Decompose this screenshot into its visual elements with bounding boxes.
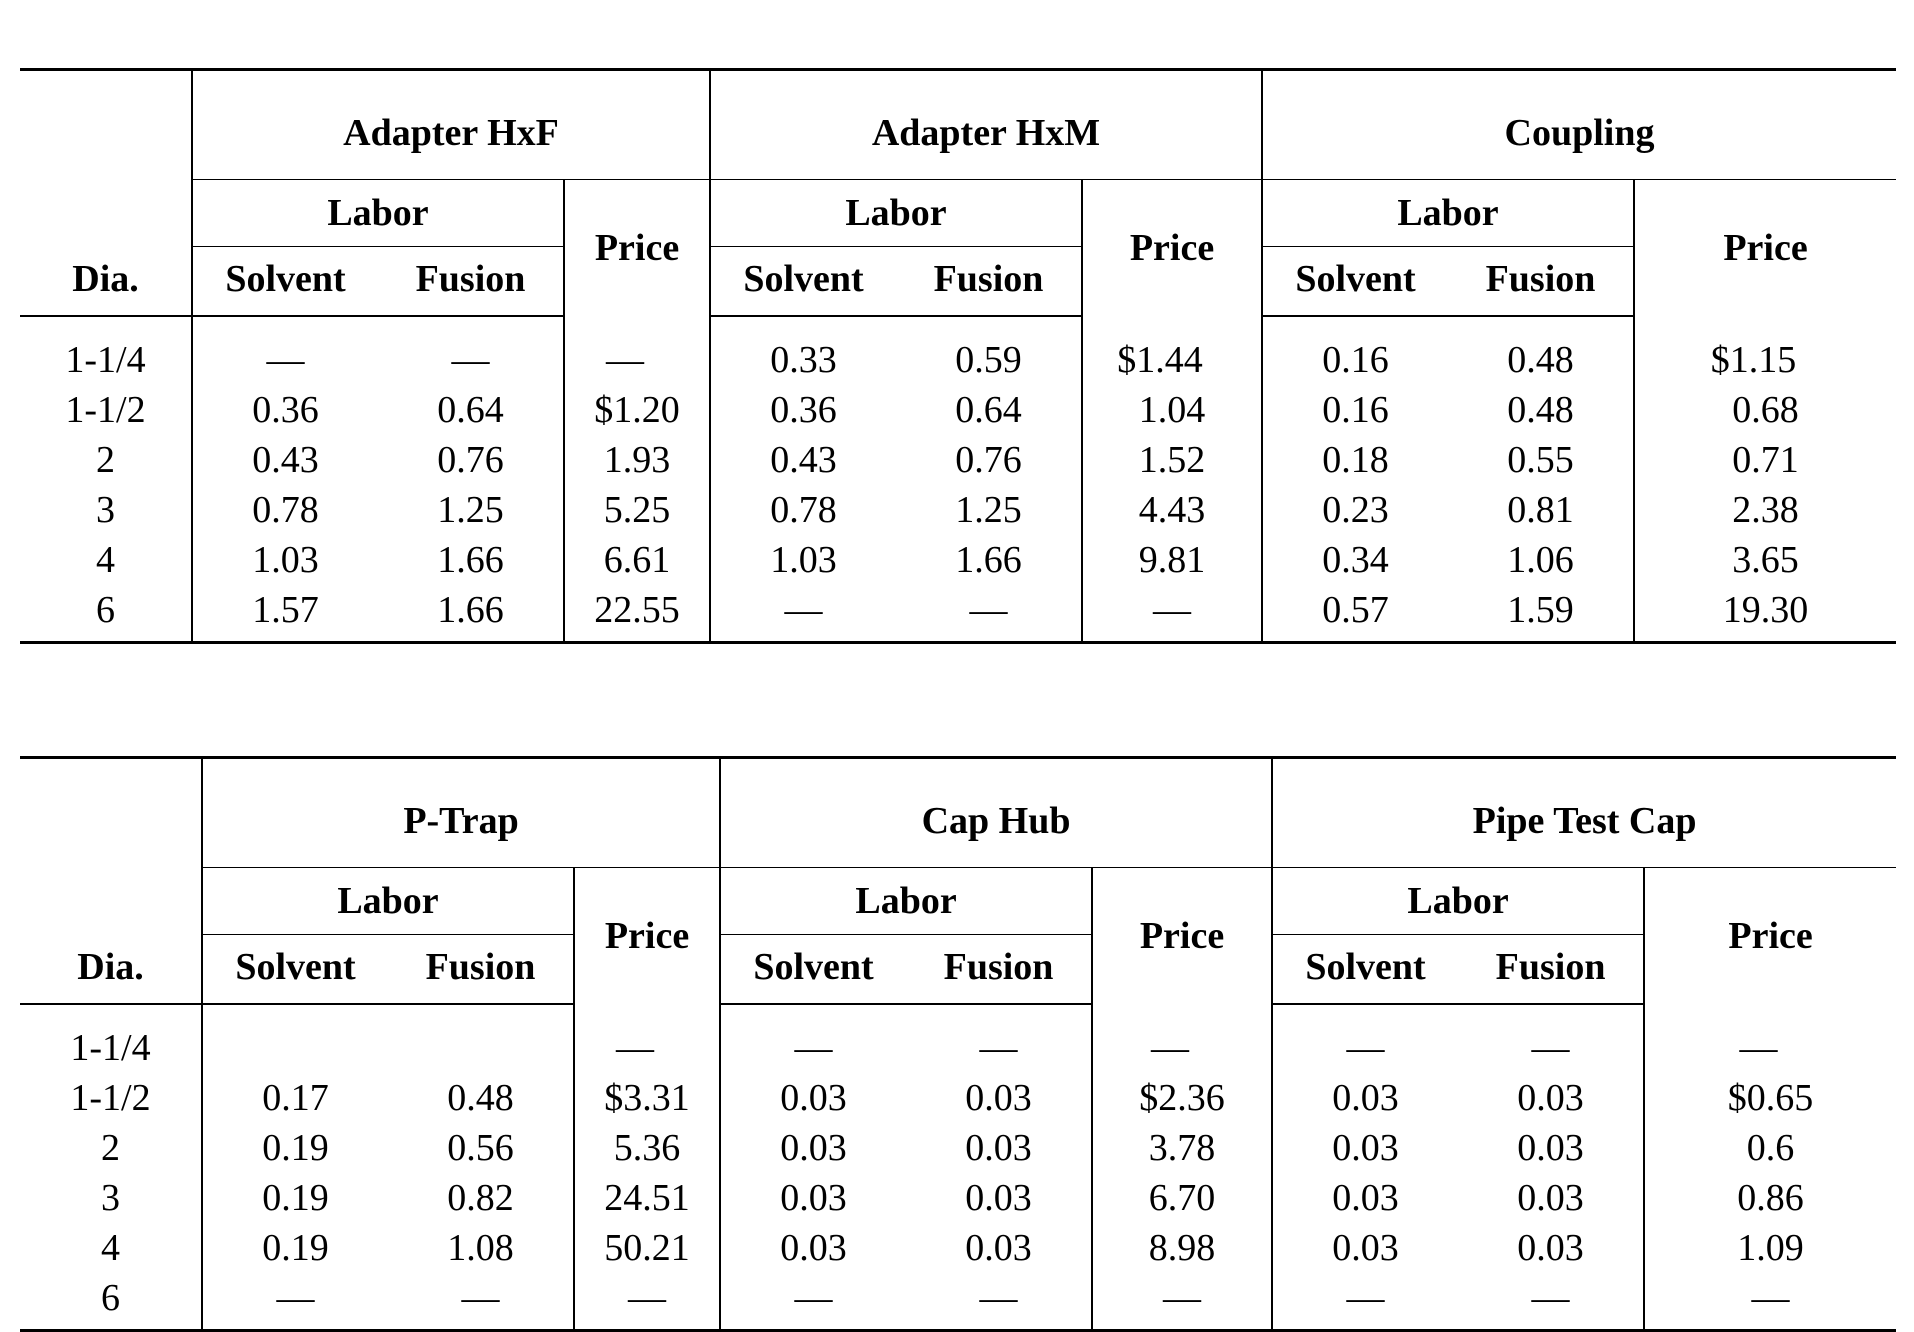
dia-cell: 2 bbox=[101, 1127, 120, 1169]
solvent-cell: 0.19 bbox=[202, 1173, 388, 1223]
fusion-cell: 0.03 bbox=[965, 1127, 1032, 1169]
price-cell: — bbox=[1644, 1004, 1896, 1073]
solvent-cell: 0.16 bbox=[1262, 385, 1448, 435]
price-header: Price bbox=[1634, 180, 1896, 317]
table-row bbox=[20, 385, 1896, 435]
solvent-cell: 0.03 bbox=[1272, 1173, 1458, 1223]
fusion-cell: 0.64 bbox=[955, 389, 1022, 431]
price-cell: 5.25 bbox=[564, 485, 710, 535]
price-cell: 50.21 bbox=[574, 1223, 720, 1273]
fusion-cell: 0.03 bbox=[1517, 1227, 1584, 1269]
group-header: Cap Hub bbox=[720, 758, 1272, 868]
solvent-header: Solvent bbox=[202, 935, 388, 1005]
fusion-cell: — bbox=[979, 1027, 1018, 1069]
fusion-cell: 0.03 bbox=[1517, 1177, 1584, 1219]
solvent-cell: — bbox=[192, 316, 378, 385]
fusion-cell: — bbox=[979, 1277, 1018, 1319]
fusion-cell: 0.48 bbox=[1507, 389, 1574, 431]
fusion-cell: — bbox=[451, 339, 490, 381]
solvent-cell: 0.43 bbox=[192, 435, 378, 485]
fusion-cell: 0.55 bbox=[1507, 439, 1574, 481]
price-cell: — bbox=[1092, 1004, 1272, 1073]
group-header: P-Trap bbox=[202, 758, 720, 868]
fusion-cell bbox=[388, 1004, 574, 1073]
labor-header: Labor bbox=[1272, 868, 1644, 935]
empty-corner bbox=[20, 868, 202, 935]
solvent-header: Solvent bbox=[710, 247, 896, 317]
price-cell: 0.86 bbox=[1644, 1173, 1896, 1223]
price-header: Price bbox=[1092, 868, 1272, 1005]
dia-cell: 1-1/2 bbox=[70, 1077, 151, 1119]
fusion-cell: 0.03 bbox=[965, 1177, 1032, 1219]
price-cell: 2.38 bbox=[1634, 485, 1896, 535]
fusion-cell: 0.81 bbox=[1507, 489, 1574, 531]
fusion-header: Fusion bbox=[388, 935, 574, 1005]
fittings-table-1 bbox=[20, 68, 1896, 644]
price-cell: — bbox=[1092, 1273, 1272, 1331]
solvent-cell: 0.17 bbox=[202, 1073, 388, 1123]
price-cell: $1.20 bbox=[564, 385, 710, 435]
group-header: Coupling bbox=[1262, 70, 1896, 180]
group-header: Adapter HxM bbox=[710, 70, 1262, 180]
price-cell: 6.70 bbox=[1092, 1173, 1272, 1223]
labor-header: Labor bbox=[202, 868, 574, 935]
fusion-cell: 0.59 bbox=[955, 339, 1022, 381]
price-table bbox=[20, 756, 1896, 1332]
table-row bbox=[20, 1073, 1896, 1123]
group-header: Adapter HxF bbox=[192, 70, 710, 180]
solvent-cell: — bbox=[1272, 1004, 1458, 1073]
table-row bbox=[20, 316, 1896, 385]
price-cell: — bbox=[1644, 1273, 1896, 1331]
price-cell: 1.93 bbox=[564, 435, 710, 485]
price-cell: 22.55 bbox=[564, 585, 710, 643]
price-cell: 0.6 bbox=[1644, 1123, 1896, 1173]
fusion-cell: 0.03 bbox=[965, 1227, 1032, 1269]
solvent-cell: 1.03 bbox=[710, 535, 896, 585]
fusion-cell: 0.76 bbox=[955, 439, 1022, 481]
fusion-cell: 0.64 bbox=[437, 389, 504, 431]
price-cell: 8.98 bbox=[1092, 1223, 1272, 1273]
price-cell: 0.71 bbox=[1634, 435, 1896, 485]
price-cell: 0.68 bbox=[1634, 385, 1896, 435]
solvent-cell: — bbox=[720, 1273, 906, 1331]
solvent-cell: — bbox=[710, 585, 896, 643]
solvent-cell: 1.03 bbox=[192, 535, 378, 585]
dia-cell: 4 bbox=[101, 1227, 120, 1269]
solvent-cell: 0.36 bbox=[710, 385, 896, 435]
price-header: Price bbox=[574, 868, 720, 1005]
dia-cell: 4 bbox=[96, 539, 115, 581]
solvent-cell: — bbox=[1272, 1273, 1458, 1331]
fusion-header: Fusion bbox=[906, 935, 1092, 1005]
solvent-cell: 0.78 bbox=[710, 485, 896, 535]
price-cell: 3.65 bbox=[1634, 535, 1896, 585]
table-row bbox=[20, 1173, 1896, 1223]
price-table bbox=[20, 68, 1896, 644]
price-cell: — bbox=[574, 1004, 720, 1073]
fusion-header: Fusion bbox=[1458, 935, 1644, 1005]
fusion-cell: 0.82 bbox=[447, 1177, 514, 1219]
solvent-cell: — bbox=[202, 1273, 388, 1331]
table-row bbox=[20, 1123, 1896, 1173]
labor-header: Labor bbox=[720, 868, 1092, 935]
solvent-header: Solvent bbox=[720, 935, 906, 1005]
solvent-cell: 0.03 bbox=[1272, 1073, 1458, 1123]
fusion-cell: 0.56 bbox=[447, 1127, 514, 1169]
price-cell: 1.09 bbox=[1644, 1223, 1896, 1273]
price-cell: 4.43 bbox=[1082, 485, 1262, 535]
fusion-cell: 1.06 bbox=[1507, 539, 1574, 581]
fusion-cell: 0.03 bbox=[1517, 1077, 1584, 1119]
fusion-cell: 1.66 bbox=[437, 539, 504, 581]
solvent-cell bbox=[202, 1004, 388, 1073]
solvent-cell: 0.23 bbox=[1262, 485, 1448, 535]
solvent-cell: 0.18 bbox=[1262, 435, 1448, 485]
fusion-cell: — bbox=[461, 1277, 500, 1319]
fusion-cell: — bbox=[1531, 1027, 1570, 1069]
fusion-cell: — bbox=[1531, 1277, 1570, 1319]
labor-header: Labor bbox=[192, 180, 564, 247]
solvent-cell: 0.03 bbox=[1272, 1223, 1458, 1273]
solvent-cell: 1.57 bbox=[192, 585, 378, 643]
solvent-header: Solvent bbox=[1262, 247, 1448, 317]
labor-header: Labor bbox=[1262, 180, 1634, 247]
solvent-cell: 0.03 bbox=[720, 1173, 906, 1223]
fusion-cell: 1.08 bbox=[447, 1227, 514, 1269]
dia-header: Dia. bbox=[20, 247, 192, 317]
price-cell: $2.36 bbox=[1092, 1073, 1272, 1123]
price-header: Price bbox=[1082, 180, 1262, 317]
price-cell: 24.51 bbox=[574, 1173, 720, 1223]
dia-cell: 3 bbox=[96, 489, 115, 531]
price-cell: $3.31 bbox=[574, 1073, 720, 1123]
solvent-cell: 0.19 bbox=[202, 1223, 388, 1273]
fusion-header: Fusion bbox=[378, 247, 564, 317]
dia-cell: 1-1/4 bbox=[65, 339, 146, 381]
price-cell: 1.52 bbox=[1082, 435, 1262, 485]
group-header: Pipe Test Cap bbox=[1272, 758, 1896, 868]
solvent-header: Solvent bbox=[192, 247, 378, 317]
dia-cell: 2 bbox=[96, 439, 115, 481]
solvent-cell: 0.57 bbox=[1262, 585, 1448, 643]
price-cell: 1.04 bbox=[1082, 385, 1262, 435]
price-cell: $0.65 bbox=[1644, 1073, 1896, 1123]
solvent-cell: — bbox=[720, 1004, 906, 1073]
fusion-cell: 1.66 bbox=[955, 539, 1022, 581]
fusion-cell: 1.59 bbox=[1507, 589, 1574, 631]
dia-cell: 3 bbox=[101, 1177, 120, 1219]
empty-corner bbox=[20, 180, 192, 247]
labor-header: Labor bbox=[710, 180, 1082, 247]
table-row bbox=[20, 1223, 1896, 1273]
fusion-cell: 0.48 bbox=[447, 1077, 514, 1119]
fittings-table-2 bbox=[20, 756, 1896, 1332]
table-row bbox=[20, 1004, 1896, 1073]
price-cell: 19.30 bbox=[1634, 585, 1896, 643]
price-header: Price bbox=[564, 180, 710, 317]
fusion-cell: 1.25 bbox=[955, 489, 1022, 531]
empty-corner bbox=[20, 70, 192, 180]
price-cell: 9.81 bbox=[1082, 535, 1262, 585]
fusion-cell: — bbox=[969, 589, 1008, 631]
solvent-cell: 0.78 bbox=[192, 485, 378, 535]
price-cell: — bbox=[564, 316, 710, 385]
table-row bbox=[20, 585, 1896, 643]
table-row bbox=[20, 435, 1896, 485]
solvent-cell: 0.43 bbox=[710, 435, 896, 485]
solvent-cell: 0.34 bbox=[1262, 535, 1448, 585]
fusion-cell: 0.76 bbox=[437, 439, 504, 481]
dia-header: Dia. bbox=[20, 935, 202, 1005]
solvent-cell: 0.03 bbox=[720, 1123, 906, 1173]
price-cell: — bbox=[1082, 585, 1262, 643]
price-cell: 6.61 bbox=[564, 535, 710, 585]
empty-corner bbox=[20, 758, 202, 868]
price-cell: $1.15 bbox=[1634, 316, 1896, 385]
solvent-cell: 0.16 bbox=[1262, 316, 1448, 385]
table-row bbox=[20, 485, 1896, 535]
price-cell: 5.36 bbox=[574, 1123, 720, 1173]
price-cell: $1.44 bbox=[1082, 316, 1262, 385]
fusion-header: Fusion bbox=[1448, 247, 1634, 317]
solvent-cell: 0.03 bbox=[720, 1073, 906, 1123]
solvent-cell: 0.19 bbox=[202, 1123, 388, 1173]
price-header: Price bbox=[1644, 868, 1896, 1005]
solvent-cell: 0.03 bbox=[1272, 1123, 1458, 1173]
fusion-header: Fusion bbox=[896, 247, 1082, 317]
table-row bbox=[20, 535, 1896, 585]
fusion-cell: 0.03 bbox=[965, 1077, 1032, 1119]
dia-cell: 1-1/4 bbox=[70, 1027, 151, 1069]
fusion-cell: 0.48 bbox=[1507, 339, 1574, 381]
dia-cell: 6 bbox=[101, 1277, 120, 1319]
solvent-cell: 0.33 bbox=[710, 316, 896, 385]
solvent-cell: 0.36 bbox=[192, 385, 378, 435]
solvent-header: Solvent bbox=[1272, 935, 1458, 1005]
table-row bbox=[20, 1273, 1896, 1331]
price-cell: — bbox=[574, 1273, 720, 1331]
dia-cell: 6 bbox=[96, 589, 115, 631]
dia-cell: 1-1/2 bbox=[65, 389, 146, 431]
fusion-cell: 0.03 bbox=[1517, 1127, 1584, 1169]
fusion-cell: 1.25 bbox=[437, 489, 504, 531]
fusion-cell: 1.66 bbox=[437, 589, 504, 631]
solvent-cell: 0.03 bbox=[720, 1223, 906, 1273]
price-cell: 3.78 bbox=[1092, 1123, 1272, 1173]
